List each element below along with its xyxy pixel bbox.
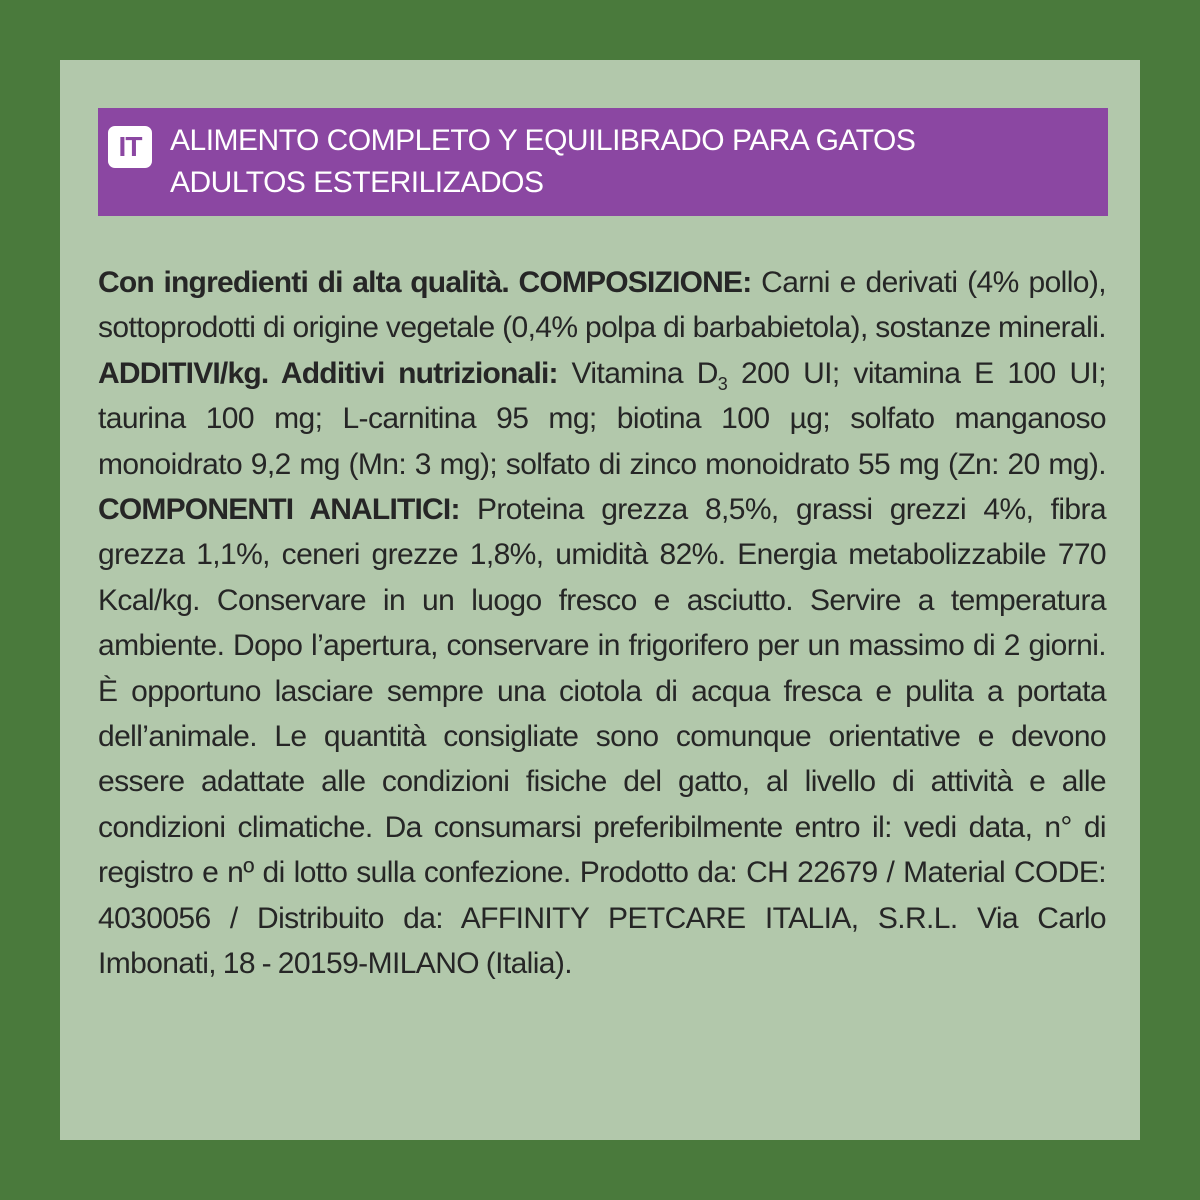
additives-text: 200 UI; vitamina E 100 UI; taurina 100 mg; L-carnitina 95 mg; biotina 100 µg; solfato manganoso monoidrato 9,2 mg (Mn: 3 mg); solfato di zinco monoidrato 55 mg (Zn: 20 mg). (98, 356, 1106, 481)
intro-composition-heading: Con ingredienti di alta qualità. COMPOSIZIONE: (98, 266, 752, 299)
label-body-text (98, 260, 1106, 987)
header-band (98, 108, 1108, 216)
label-panel (60, 60, 1140, 1140)
product-title-line2: ADULTOS ESTERILIZADOS (170, 166, 544, 199)
product-title (170, 120, 1090, 204)
additives-heading: ADDITIVI/kg. Additivi nutrizionali: (98, 356, 558, 390)
vitamin-subscript: 3 (717, 373, 728, 394)
product-title-line1: ALIMENTO COMPLETO Y EQUILIBRADO PARA GATOS (170, 124, 916, 157)
composition-text: Carni e derivati (4% pollo), sottoprodotti di origine vegetale (0,4% polpa di barbabietola), sostanze minerali. (98, 266, 1106, 345)
analytic-heading: COMPONENTI ANALITICI: (98, 493, 460, 527)
analytic-text: Proteina grezza 8,5%, grassi grezzi 4%, fibra grezza 1,1%, ceneri grezze 1,8%, umidità 82%. Energia metabolizzabile 770 Kcal/kg. Conservare in un luogo fresco e asciutto. Servire a temperatura ambiente. Dopo l’apertura, conservare in frigorifero per un massimo di 2 giorni. È opportuno lasciare sempre una ciotola di acqua fresca e pulita a portata dell’animale. Le quantità consigliate sono comunque orientative e devono essere adattate alle condizioni fisiche del gatto, al livello di attività e alle condizioni climatiche. Da consumarsi preferibilmente entro il: vedi data, n° di registro e nº di lotto sulla confezione. Prodotto da: CH 22679 / Material CODE: 4030056 / Distribuito da: AFFINITY PETCARE ITALIA, S.R.L. Via Carlo Imbonati, 18 - 20159-MILANO (Italia). (98, 493, 1106, 981)
additives-text-start: Vitamina D (557, 356, 718, 390)
language-badge: IT (108, 126, 152, 168)
